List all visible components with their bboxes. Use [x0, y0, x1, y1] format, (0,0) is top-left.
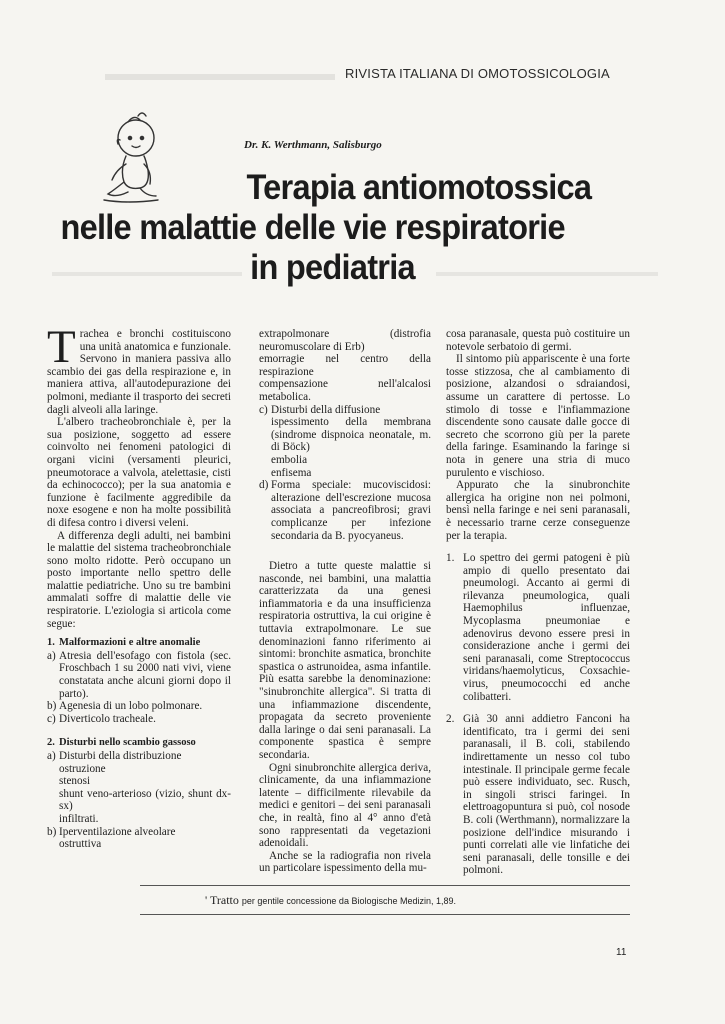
sub-item: ostruzione	[59, 762, 106, 775]
paragraph: cosa paranasale, questa può costituire un notevole serbatoio di germi.	[446, 328, 630, 353]
list-item	[259, 479, 431, 542]
list-line: extrapolmonare (distrofia neuromuscolare di Erb)	[259, 328, 431, 353]
item-number: 2.	[446, 713, 455, 726]
item-label: d)	[259, 479, 269, 492]
intro-paragraph	[47, 321, 231, 416]
item-text: Atresia dell'esofago con fistola (sec. Froschbach 1 su 2000 nati vivi, viene constatata anche alcuni giorni dopo il parto).	[59, 649, 231, 700]
footnote	[205, 893, 456, 908]
item-text: Iperventilazione alveolare	[59, 825, 176, 838]
section-heading-2	[47, 737, 231, 750]
footnote-lead: Tratto	[209, 893, 239, 907]
sub-item: ostruttiva	[59, 838, 102, 851]
title-line-3: in pediatria	[250, 248, 415, 287]
page-number: 11	[616, 947, 627, 958]
item-label: c)	[47, 712, 56, 725]
item-text: Agenesia di un lobo polmonare.	[59, 700, 203, 713]
footnote-text: per gentile concessione da Biologische Medizin, 1,89.	[241, 896, 457, 906]
paragraph: Ogni sinubronchite allergica deriva, clinicamente, da una infiammazione latente – difficilmente rilevabile da medici e genitori – dei seni paranasali che, in realtà, fino al 4° anno d'età sono rappresentati da vegetazioni adenoidali.	[259, 761, 431, 850]
item-label: c)	[259, 403, 268, 416]
title-line-1: Terapia antiomotossica	[246, 168, 592, 207]
list-item	[47, 750, 231, 763]
section-title: Disturbi nello scambio gassoso	[59, 737, 196, 749]
section-title: Malformazioni e altre anomalie	[59, 637, 201, 649]
list-line: emorragie nel centro della respirazione	[259, 353, 431, 378]
numbered-item	[446, 713, 630, 877]
paragraph: Anche se la radiografia non rivela un particolare ispessimento della mu-	[259, 849, 431, 875]
item-label: b)	[47, 825, 57, 838]
numbered-item	[446, 552, 630, 703]
sub-item: infiltrati.	[59, 812, 99, 825]
footnote-rule-top	[140, 885, 630, 886]
item-text: Lo spettro dei germi patogeni è più ampio di quello presentato dai pneumologi. Accanto ai germi di rilevanza pneumologica, quali Haemophilus influenzae, Mycoplasma pneumoniae e adenovirus devono essere presi in considerazione anche i germi dei seni paranasali, come Streptococcus viridans/haemolyticus, Coxsachie-virus, pneumococchi ed anche colibatteri.	[463, 552, 630, 703]
sub-item: enfisema	[271, 466, 312, 479]
sub-item: ispessimento della membrana (sindrome dispnoica neonatale, m. di Böck)	[271, 416, 431, 454]
item-label: b)	[47, 700, 57, 713]
list-item	[47, 826, 231, 839]
item-text: Disturbi della distribuzione	[59, 750, 182, 762]
list-item	[259, 404, 431, 417]
sub-item: shunt veno-arterioso (vizio, shunt dx-sx)	[59, 787, 231, 813]
article-title	[40, 168, 654, 288]
intro-text: rachea e bronchi costituiscono una unità anatomica e funzionale. Servono in maniera passiva allo scambio dei gas della respirazione e, in maniera attiva, all'autodepurazione dei polmoni, mediante il trasporto dei secreti dagli alveoli alla laringe.	[47, 328, 231, 416]
paragraph: Appurato che la sinubronchite allergica ha origine non nei polmoni, bensì nella faringe e nei seni paranasali, è necessario trarne cerze conseguenze per la terapia.	[446, 479, 630, 542]
paragraph: L'albero tracheobronchiale è, per la sua posizione, soggetto ad essere coinvolto nei fenomeni patologici di organi vicini (versamenti pleurici, pneumotorace a valvola, atelettasie, cisti da echinococco); per la sua anatomia e funzione è facilmente aggredibile da noxe esogene e non ha molte possibilità di difesa contro i diversi veleni.	[47, 416, 231, 529]
section-heading-1	[47, 637, 231, 650]
item-text: Forma speciale: mucoviscidosi: alterazione dell'escrezione mucosa associata a pancreofibrosi; gravi complicanze per infezione secondaria da B. pyocyaneus.	[271, 479, 431, 542]
list-line: compensazione nell'alcalosi metabolica.	[259, 378, 431, 403]
item-text: Diverticolo tracheale.	[59, 712, 156, 725]
sub-item: stenosi	[59, 775, 91, 788]
item-text: Già 30 anni addietro Fanconi ha identificato, tra i germi dei seni paranasali, il B. coli, stabilendo indirettamente un nesso col tubo intestinale. Il principale germe fecale può essere individuato, sec. Rusch, in singoli strisci faringei. In elettroagopuntura si può, col nosode B. coli (Werthmann), normalizzare la posizione dell'indice misurando i punti correlati alle vie linfatiche dei seni paranasali, delle tonsille e dei polmoni.	[463, 713, 630, 877]
journal-header: RIVISTA ITALIANA DI OMOTOSSICOLOGIA	[345, 66, 610, 81]
section-number: 2.	[47, 737, 55, 749]
item-number: 1.	[446, 552, 455, 565]
article-author: Dr. K. Werthmann, Salisburgo	[244, 139, 382, 151]
footnote-rule-bottom	[140, 914, 630, 915]
list-item	[47, 700, 231, 713]
footnote-marker: '	[205, 893, 208, 907]
text-column-2	[259, 328, 431, 875]
section-number: 1.	[47, 637, 55, 649]
text-column-1	[47, 321, 231, 851]
title-line-2: nelle malattie delle vie respiratorie	[60, 208, 565, 247]
sub-item: embolia	[271, 453, 308, 466]
paragraph: A differenza degli adulti, nei bambini le malattie del sistema tracheobronchiale sono molto ridotte. Però occupano un posto importante nello spettro delle malattie pediatriche. Uno su tre bambini ammalati soffre di malattie delle vie respiratorie. L'eziologia si articola come segue:	[47, 529, 231, 630]
paragraph: Dietro a tutte queste malattie si nasconde, nei bambini, una malattia caratterizzata da una genesi infiammatoria e da una insufficienza respiratoria ostruttiva, la cui origine è tuttavia extrapolmonare. Le sue denominazioni fanno riferimento ai sintomi: bronchite asmatica, bronchite spastica o astrunoidea, asma infantile. Più esatta sarebbe la denominazione: "sinubronchite allergica". Si tratta di una infiammazione discendente, propagata da secreto proveniente dalla laringe o dai seni paranasali. La componente spastica è sempre secondaria.	[259, 560, 431, 761]
item-text: Disturbi della diffusione	[271, 403, 381, 416]
item-label: a)	[47, 649, 56, 662]
header-rule	[105, 74, 335, 80]
item-label: a)	[47, 750, 56, 762]
text-column-3	[446, 328, 630, 877]
list-item	[47, 650, 231, 700]
list-item	[47, 713, 231, 726]
drop-cap: T	[47, 321, 76, 373]
paragraph: Il sintomo più appariscente è una forte tosse stizzosa, che al cambiamento di posizione, alzandosi o sdraiandosi, assume un carattere di pertosse. Lo stimolo di tosse e l'infiammazione discendente sono causate dalle gocce di secreto che scorrono giù per la parete della faringe. Esaminando la faringe si nota in genere una stria di muco purulento e vischioso.	[446, 353, 630, 479]
